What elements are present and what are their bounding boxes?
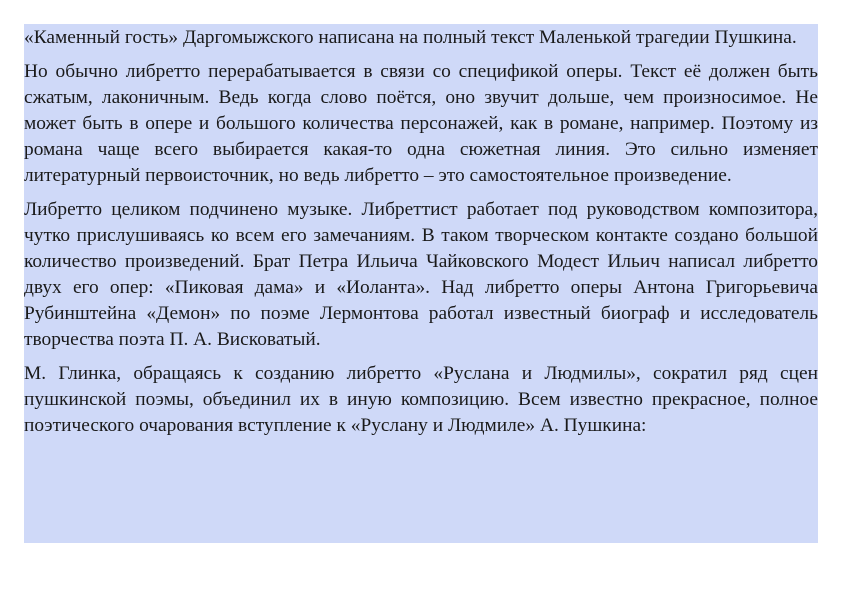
paragraph-stone-guest: «Каменный гость» Даргомыжского написана на полный текст Маленькой трагедии Пушкина.	[24, 27, 797, 48]
paragraph-libretto-reworking: Но обычно либретто перерабатывается в связи со спецификой оперы. Текст её должен быть сжатым, лаконичным. Ведь когда слово поётся, оно звучит дольше, чем произносимое. Не может быть в опере и большого количества персонажей, как в романе, например. Поэтому из романа чаще всего выбирается какая-то одна сюжетная линия. Это сильно изменяет литературный первоисточник, но ведь либретто – это самостоятельное произведение.	[24, 60, 818, 186]
paragraph-glinka-ruslan: М. Глинка, обращаясь к созданию либретто «Руслана и Людмилы», сократил ряд сцен пушкинской поэмы, объединил их в иную композицию. Всем известно прекрасное, полное поэтического очарования вступление к «Руслану и Людмиле» А. Пушкина:	[24, 362, 818, 436]
paragraph-libretto-music: Либретто целиком подчинено музыке. Либреттист работает под руководством композитора, чутко прислушиваясь ко всем его замечаниям. В таком творческом контакте создано большой количество произведений. Брат Петра Ильича Чайковского Модест Ильич написал либретто двух его опер: «Пиковая дама» и «Иоланта». Над либретто оперы Антона Григорьевича Рубинштейна «Демон» по поэме Лермонтова работал известный биограф и исследователь творчества поэта П. А. Висковатый.	[24, 199, 818, 350]
highlighted-text-block	[24, 24, 818, 543]
